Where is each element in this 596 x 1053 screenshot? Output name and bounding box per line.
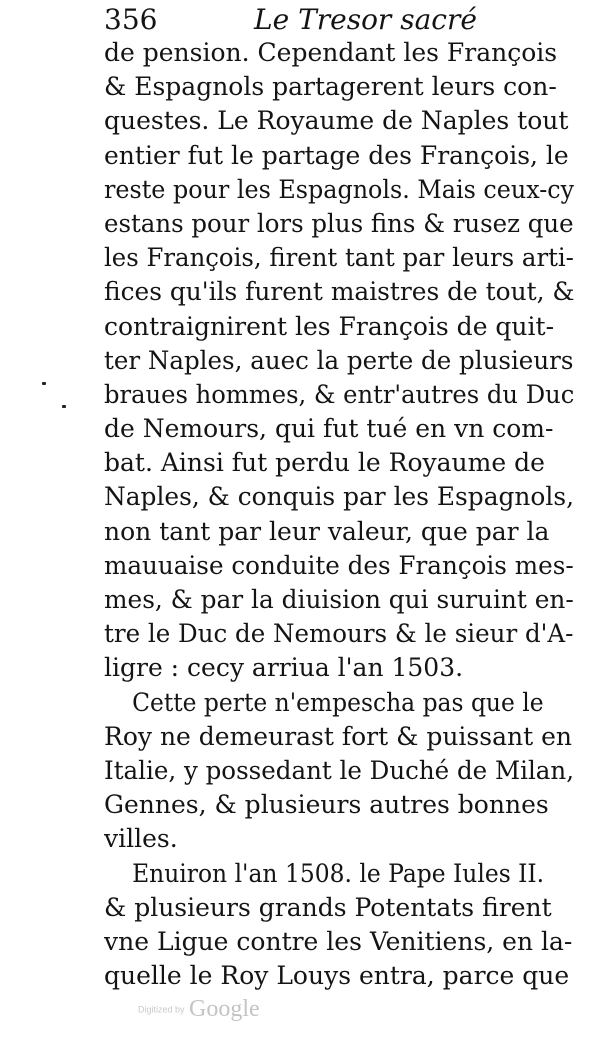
text-line: entier fut le partage des François, le (104, 140, 569, 170)
text-line: tre le Duc de Nemours & le sieur d'A- (104, 619, 574, 649)
text-line: quelle le Roy Louys entra, parce que (104, 961, 570, 991)
text-line: de pension. Cependant les François (104, 38, 558, 67)
running-head (104, 2, 574, 38)
text-line: Gennes, & plusieurs autres bonnes (104, 790, 549, 820)
body-text (104, 36, 574, 993)
text-line: estans pour lors plus fins & rusez que (104, 208, 574, 238)
text-line: & plusieurs grands Potentats firent (104, 892, 552, 922)
text-line: de Nemours, qui fut tué en vn com- (104, 414, 554, 444)
text-line: braues hommes, & entr'autres du Duc (104, 379, 574, 409)
google-logo: Google (188, 996, 260, 1022)
text-line: non tant par leur valeur, que par la (104, 516, 550, 546)
text-line: les François, firent tant par leurs arti- (104, 243, 574, 273)
text-line: vne Ligue contre les Venitiens, en la- (104, 926, 573, 956)
text-line: mes, & par la diuision qui suruint en- (104, 585, 574, 614)
margin-dot-mark (62, 405, 66, 408)
text-line: bat. Ainsi fut perdu le Royaume de (104, 448, 545, 478)
text-line: villes. (104, 824, 178, 854)
text-line: questes. Le Royaume de Naples tout (104, 106, 569, 136)
paragraph-start-line: Enuiron l'an 1508. le Pape Iules II. (132, 858, 545, 888)
text-line: mauuaise conduite des François mes- (104, 550, 574, 580)
text-line: Roy ne demeurast fort & puissant en (104, 721, 572, 751)
text-line: ligre : cecy arriua l'an 1503. (104, 653, 464, 683)
text-line: fices qu'ils furent maistres de tout, & (104, 277, 575, 307)
digitization-watermark (138, 996, 260, 1024)
watermark-prefix: Digitized by (138, 1004, 185, 1015)
text-line: contraignirent les François de quit- (104, 311, 555, 341)
paragraph-start-line: Cette perte n'empescha pas que le (132, 687, 544, 717)
margin-dot-mark (42, 382, 46, 385)
page-number: 356 (104, 3, 158, 36)
text-line: ter Naples, auec la perte de plusieurs (104, 345, 574, 375)
text-line: Italie, y possedant le Duché de Milan, (104, 755, 574, 785)
text-line: reste pour les Espagnols. Mais ceux-cy (104, 174, 574, 204)
running-title: Le Tresor sacré (254, 3, 477, 36)
text-line: & Espagnols partagerent leurs con- (104, 72, 557, 102)
text-line: Naples, & conquis par les Espagnols, (104, 482, 574, 512)
